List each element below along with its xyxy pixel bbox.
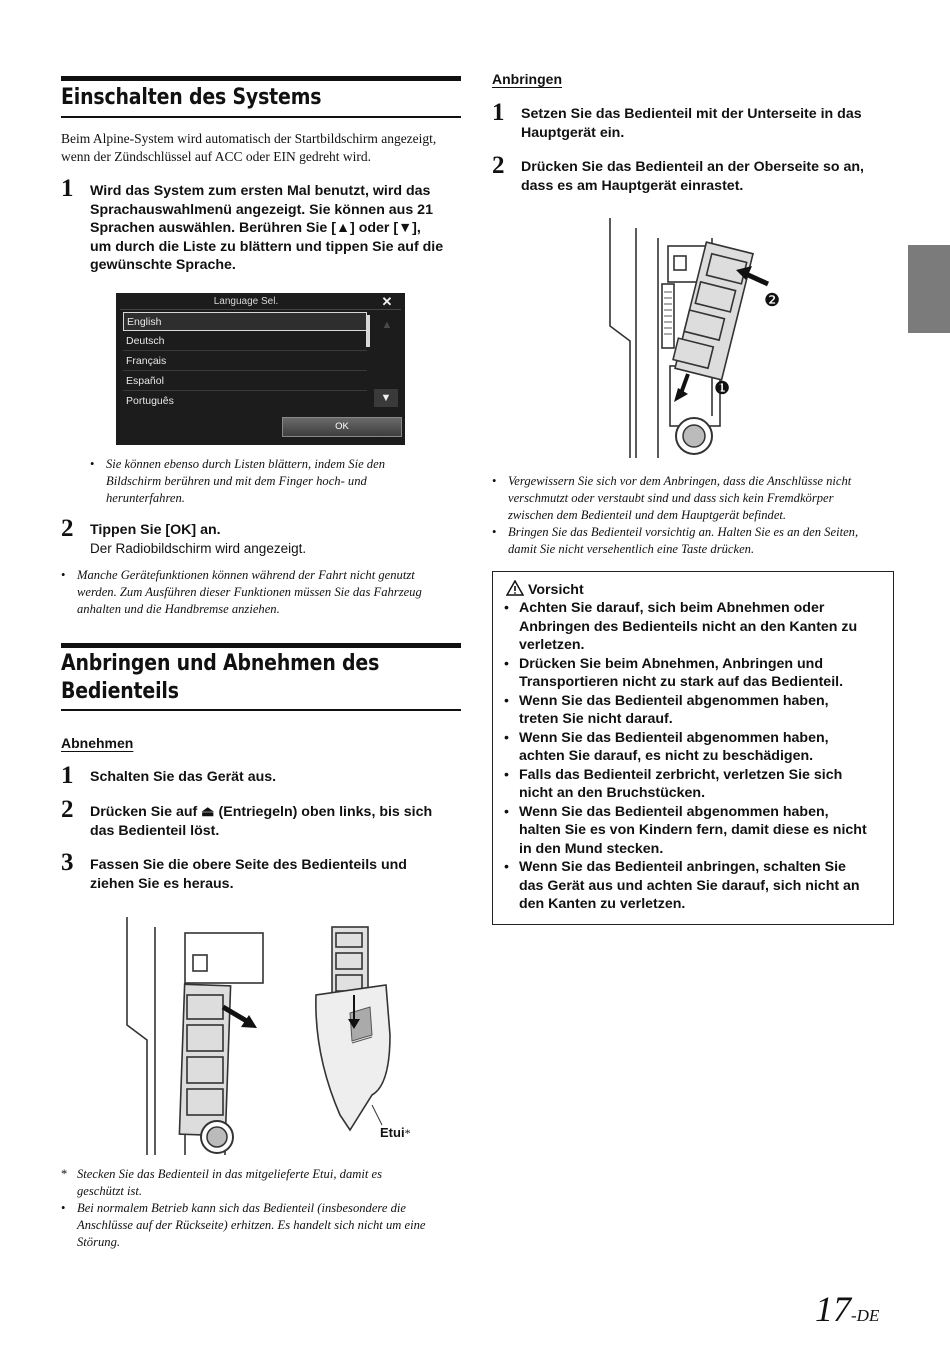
note-line: anhalten und die Handbremse anziehen.: [77, 602, 280, 616]
step-text: [90, 856, 462, 893]
step-text: [521, 105, 901, 142]
page-number-value: 17: [815, 1289, 851, 1329]
etui-text: Etui: [380, 1125, 405, 1140]
note-carefully: • Bringen Sie das Bedienteil vorsichtig an. Halten Sie es an den Seiten, damit Sie nicht versehentlich eine Taste drücken.: [492, 524, 892, 558]
language-item-deutsch[interactable]: Deutsch: [123, 332, 367, 351]
section1-bottom-rule: [61, 116, 461, 118]
section1-title: Einschalten des Systems: [61, 85, 322, 110]
section2-top-rule: [61, 643, 461, 648]
caution-list: [493, 599, 891, 914]
caution-item: • Wenn Sie das Bedienteil abgenommen haben, achten Sie darauf, es nicht zu beschädigen.: [504, 729, 829, 764]
anbringen-heading: Anbringen: [492, 71, 562, 87]
note-line: verschmutzt oder verstaubt sind und dass sich kein Fremdkörper: [508, 491, 834, 505]
section2-title: [61, 650, 457, 706]
language-item-espanol[interactable]: Español: [123, 372, 367, 391]
page-suffix: -DE: [851, 1306, 880, 1325]
scroll-down-button[interactable]: [374, 389, 398, 407]
caution-header: [506, 580, 584, 599]
footnote-heat: • Bei normalem Betrieb kann sich das Bedienteil (insbesondere die Anschlüsse auf der Rückseite) erhitzen. Es handelt sich nicht um eine Störung.: [61, 1200, 461, 1251]
step-line: ziehen Sie es heraus.: [90, 875, 234, 892]
step-text: [90, 768, 462, 787]
scrollbar[interactable]: [366, 315, 370, 347]
section2-bottom-rule: [61, 709, 461, 711]
step-number: 1: [61, 175, 74, 202]
close-icon[interactable]: ✕: [381, 294, 393, 309]
section1-intro: [61, 130, 461, 166]
etui-asterisk: *: [404, 1126, 411, 1140]
note-line: Vergewissern Sie sich vor dem Anbringen, dass die Anschlüsse nicht: [508, 474, 852, 488]
note-scroll: • Sie können ebenso durch Listen blättern, indem Sie den Bildschirm berühren und mit dem Finger hoch- und herunterfahren.: [90, 456, 450, 507]
step-line: das Bedienteil löst.: [90, 822, 220, 839]
caution-item: • Achten Sie darauf, sich beim Abnehmen oder Anbringen des Bedienteils nicht an den Kanten zu verletzen.: [504, 600, 858, 653]
callout-2: ❷: [764, 290, 781, 310]
caution-item: • Wenn Sie das Bedienteil abgenommen haben, treten Sie nicht darauf.: [504, 692, 829, 727]
note-line: Sie können ebenso durch Listen blättern, indem Sie den: [106, 457, 385, 471]
etui-label: [380, 1125, 411, 1141]
step-line: Fassen Sie die obere Seite des Bedienteils und: [90, 857, 407, 873]
step-number: 2: [61, 796, 74, 823]
title-line: Bedienteils: [61, 679, 179, 704]
step-number: 2: [61, 515, 74, 542]
language-item-portugues[interactable]: Português: [126, 395, 174, 407]
step-line: Wird das System zum ersten Mal benutzt, wird das: [90, 183, 431, 199]
step-line: Schalten Sie das Gerät aus.: [90, 769, 277, 785]
ok-label: OK: [335, 421, 349, 432]
caution-box: [492, 571, 894, 925]
step-text: [90, 182, 462, 275]
note-line: Bei normalem Betrieb kann sich das Bedienteil (insbesondere die: [77, 1201, 406, 1215]
step-line: Tippen Sie [OK] an.: [90, 522, 221, 538]
note-driving: • Manche Gerätefunktionen können während der Fahrt nicht genutzt werden. Zum Ausführen dieser Funktionen müssen Sie das Fahrzeug anhalten und die Handbremse anziehen.: [61, 567, 461, 618]
attach-illustration: [608, 216, 788, 461]
screen-title-text: Language Sel.: [213, 296, 279, 307]
note-connectors: • Vergewissern Sie sich vor dem Anbringen, dass die Anschlüsse nicht verschmutzt oder verstaubt sind und dass sich kein Fremdkörper zwischen dem Bedienteil und dem Hauptgerät befindet.: [492, 473, 892, 524]
caution-item: • Wenn Sie das Bedienteil abgenommen haben, halten Sie es von Kindern fern, damit diese es nicht in den Mund stecken.: [504, 803, 867, 857]
step-line: gewünschte Sprache.: [90, 257, 236, 273]
note-line: damit Sie nicht versehentlich eine Taste drücken.: [508, 542, 755, 556]
step-line: Setzen Sie das Bedienteil mit der Unterseite in das: [521, 106, 862, 122]
caution-item: • Falls das Bedienteil zerbricht, verletzen Sie sich nicht an den Bruchstücken.: [504, 766, 843, 801]
note-line: werden. Zum Ausführen dieser Funktionen müssen Sie das Fahrzeug: [77, 585, 422, 599]
step-number: 2: [492, 152, 505, 179]
footnote-case: * Stecken Sie das Bedienteil in das mitgelieferte Etui, damit es geschützt ist.: [61, 1166, 461, 1200]
step-number: 1: [61, 762, 74, 789]
language-item-francais[interactable]: Français: [123, 352, 367, 371]
step-number: 3: [61, 849, 74, 876]
case-illustration: [310, 925, 410, 1135]
callout-1: ❶: [714, 378, 731, 398]
intro-line: Beim Alpine-System wird automatisch der Startbildschirm angezeigt,: [61, 131, 437, 146]
note-line: herunterfahren.: [106, 491, 185, 505]
step-line: Drücken Sie das Bedienteil an der Oberseite so an,: [521, 159, 864, 175]
note-line: Bildschirm berühren und mit dem Finger hoch- und: [106, 474, 367, 488]
note-line: zwischen dem Bedienteil und dem Hauptgerät befindet.: [508, 508, 787, 522]
warning-icon: [506, 580, 524, 596]
chapter-tab-marker: [908, 245, 950, 333]
step-line: Hauptgerät ein.: [521, 124, 625, 141]
section1-top-rule: [61, 76, 461, 81]
title-line: Anbringen und Abnehmen des: [61, 651, 380, 676]
note-line: geschützt ist.: [77, 1184, 143, 1198]
ok-button[interactable]: [282, 417, 402, 437]
caution-item: • Drücken Sie beim Abnehmen, Anbringen und Transportieren nicht zu stark auf das Bedienteil.: [504, 655, 844, 690]
intro-line: wenn der Zündschlüssel auf ACC oder EIN gedreht wird.: [61, 149, 372, 164]
step-number: 1: [492, 99, 505, 126]
note-line: Anschlüsse auf der Rückseite) erhitzen. Es handelt sich nicht um eine: [77, 1218, 426, 1232]
step-line: Sprachen auswählen. Berühren Sie [▲] oder [▼],: [90, 220, 421, 236]
step-text: [521, 158, 901, 195]
step-line: dass es am Hauptgerät einrastet.: [521, 177, 744, 194]
chevron-down-icon: ▼: [380, 392, 392, 404]
note-line: Bringen Sie das Bedienteil vorsichtig an. Halten Sie es an den Seiten,: [508, 525, 859, 539]
caution-item: • Wenn Sie das Bedienteil anbringen, schalten Sie das Gerät aus und achten Sie darauf, sich nicht an den Kanten zu verletzen.: [504, 859, 860, 912]
note-line: Störung.: [77, 1235, 121, 1249]
step-line: Drücken Sie auf ⏏ (Entriegeln) oben links, bis sich: [90, 804, 433, 820]
step-text: [90, 521, 462, 558]
scroll-up-icon[interactable]: ▲: [381, 319, 393, 331]
step-line: Sprachauswahlmenü angezeigt. Sie können aus 21: [90, 201, 433, 218]
note-line: Manche Gerätefunktionen können während der Fahrt nicht genutzt: [77, 568, 415, 582]
caution-title: Vorsicht: [527, 582, 584, 598]
language-item-english[interactable]: English: [123, 312, 367, 331]
abnehmen-heading: Abnehmen: [61, 735, 134, 751]
step-text: [90, 803, 462, 840]
title-divider: [120, 309, 401, 310]
step-subtext: Der Radiobildschirm wird angezeigt.: [90, 540, 307, 556]
page-number: [815, 1288, 879, 1330]
detach-illustration: [125, 915, 265, 1160]
language-selection-screen: [116, 293, 405, 445]
step-line: um durch die Liste zu blättern und tippen Sie auf die: [90, 238, 444, 255]
note-line: Stecken Sie das Bedienteil in das mitgelieferte Etui, damit es: [77, 1167, 382, 1181]
